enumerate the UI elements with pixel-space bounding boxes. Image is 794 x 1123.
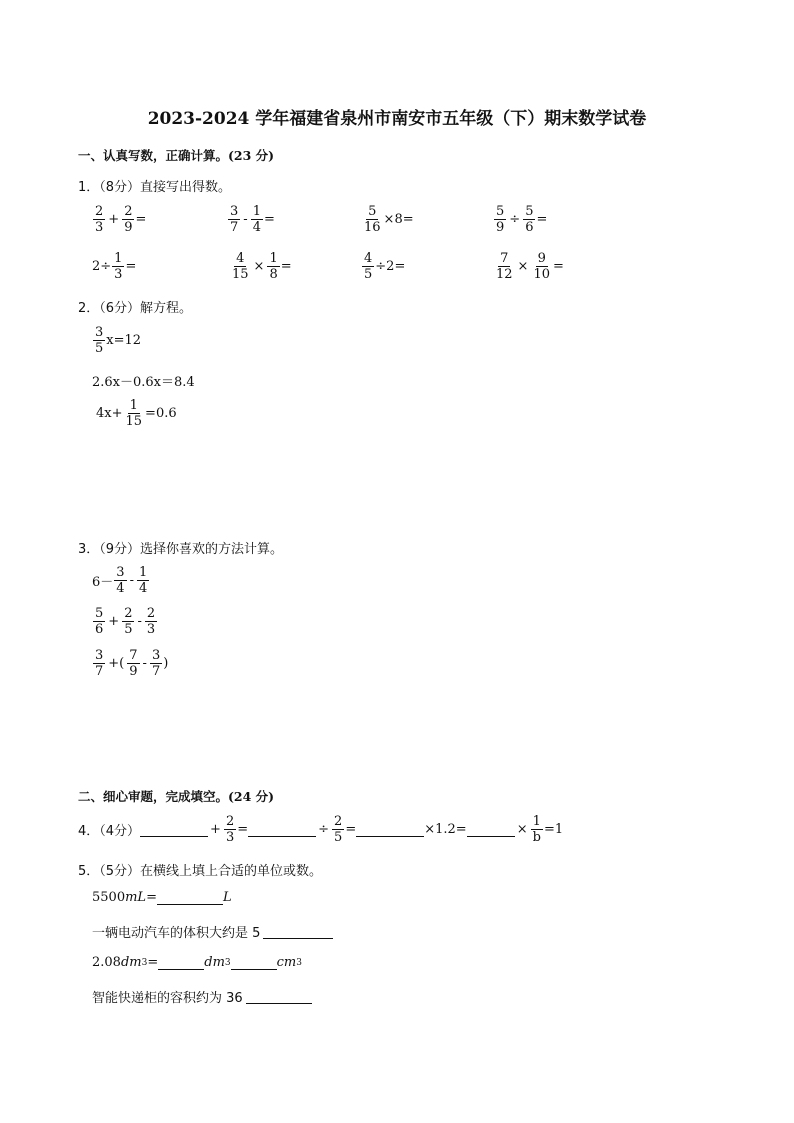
q1-item-1: $\frac{2}{3}$ + $\frac{2}{9}$ =: [95, 204, 147, 235]
fraction: $\frac{2}{9}$: [124, 204, 133, 235]
fraction: $\frac{9}{10}$: [533, 251, 550, 282]
equation-3: 4x+ $\frac{1}{15}$ =0.6: [96, 398, 177, 429]
answer-blank[interactable]: [231, 955, 277, 970]
equation-1: $\frac{3}{5}$ x=12: [95, 325, 142, 356]
fraction: $\frac{2}{5}$: [124, 606, 133, 637]
fraction: $\frac{2}{3}$: [146, 606, 156, 637]
calc-1: 6－ $\frac{3}{4}$ - $\frac{1}{4}$: [92, 565, 148, 596]
answer-blank[interactable]: [467, 822, 515, 837]
q1-item-8: $\frac{7}{12}$ × $\frac{9}{10}$ =: [496, 251, 564, 282]
fraction: $\frac{4}{5}$: [364, 251, 373, 282]
page-title: 2023-2024 学年福建省泉州市南安市五年级（下）期末数学试卷: [147, 109, 647, 129]
fraction: $\frac{3}{7}$: [151, 648, 161, 679]
fraction: $\frac{3}{7}$: [95, 648, 104, 679]
fraction: $\frac{7}{12}$: [496, 251, 513, 282]
q1-item-4: $\frac{5}{9}$ ÷ $\frac{5}{6}$ =: [496, 204, 548, 235]
q1-item-7: $\frac{4}{5}$ ÷2=: [364, 251, 406, 282]
equation-2: 2.6x－0.6x＝8.4: [92, 375, 195, 390]
q1-item-3: $\frac{5}{16}$ ×8=: [364, 204, 414, 235]
fraction: $\frac{5}{6}$: [525, 204, 534, 235]
answer-blank[interactable]: [263, 924, 333, 939]
calc-3: $\frac{3}{7}$ +( $\frac{7}{9}$ - $\frac{3}{7}$ ): [95, 648, 169, 679]
fill-line-1: 5500 mL = L: [92, 890, 232, 905]
fraction: $\frac{1}{4}$: [252, 204, 261, 235]
q1-item-5: 2÷ $\frac{1}{3}$ =: [92, 251, 137, 282]
answer-blank[interactable]: [158, 955, 204, 970]
fraction: $\frac{1}{4}$: [138, 565, 148, 596]
fill-line-4: 智能快递柜的容积约为 36: [92, 987, 312, 1006]
section-2-heading: 二、细心审题，完成填空。(24 分): [78, 789, 275, 804]
answer-blank[interactable]: [157, 890, 223, 905]
fraction: $\frac{5}{9}$: [496, 204, 505, 235]
fraction: $\frac{1}{3}$: [114, 251, 123, 282]
fraction: $\frac{3}{4}$: [116, 565, 125, 596]
fraction: $\frac{2}{3}$: [225, 814, 235, 845]
fraction: $\frac{2}{3}$: [95, 204, 104, 235]
fraction: $\frac{5}{16}$: [364, 204, 381, 235]
q1-item-2: $\frac{3}{7}$ - $\frac{1}{4}$ =: [230, 204, 275, 235]
fraction: $\frac{3}{7}$: [230, 204, 239, 235]
calc-2: $\frac{5}{6}$ + $\frac{2}{5}$ - $\frac{2}{3}$: [95, 606, 156, 637]
section-1-heading: 一、认真写数，正确计算。(23 分): [78, 148, 275, 163]
question-2-label: 2．（6分）解方程。: [78, 301, 193, 316]
fraction: $\frac{4}{15}$: [232, 251, 249, 282]
fraction: $\frac{1}{b}$: [532, 814, 541, 845]
question-1-label: 1．（8分）直接写出得数。: [78, 180, 232, 195]
answer-blank[interactable]: [140, 822, 208, 837]
fraction: $\frac{1}{8}$: [269, 251, 278, 282]
fill-line-2: 一辆电动汽车的体积大约是 5: [92, 922, 333, 941]
answer-blank[interactable]: [356, 822, 424, 837]
fraction: $\frac{1}{15}$: [125, 398, 143, 429]
question-4: 4．（4分） + $\frac{2}{3}$ = ÷ $\frac{2}{5}$ = ×1.2= × $\frac{1}{b}$ =1: [78, 814, 564, 845]
q1-item-6: $\frac{4}{15}$ × $\frac{1}{8}$ =: [232, 251, 292, 282]
fraction: $\frac{5}{6}$: [95, 606, 104, 637]
question-5-label: 5．（5分）在横线上填上合适的单位或数。: [78, 864, 323, 879]
answer-blank[interactable]: [246, 989, 312, 1004]
fill-line-3: 2.08 dm 3 = dm 3 cm 3: [92, 955, 302, 970]
fraction: $\frac{7}{9}$: [129, 648, 138, 679]
fraction: $\frac{3}{5}$: [95, 325, 104, 356]
question-3-label: 3．（9分）选择你喜欢的方法计算。: [78, 542, 284, 557]
answer-blank[interactable]: [248, 822, 316, 837]
fraction: $\frac{2}{5}$: [334, 814, 343, 845]
